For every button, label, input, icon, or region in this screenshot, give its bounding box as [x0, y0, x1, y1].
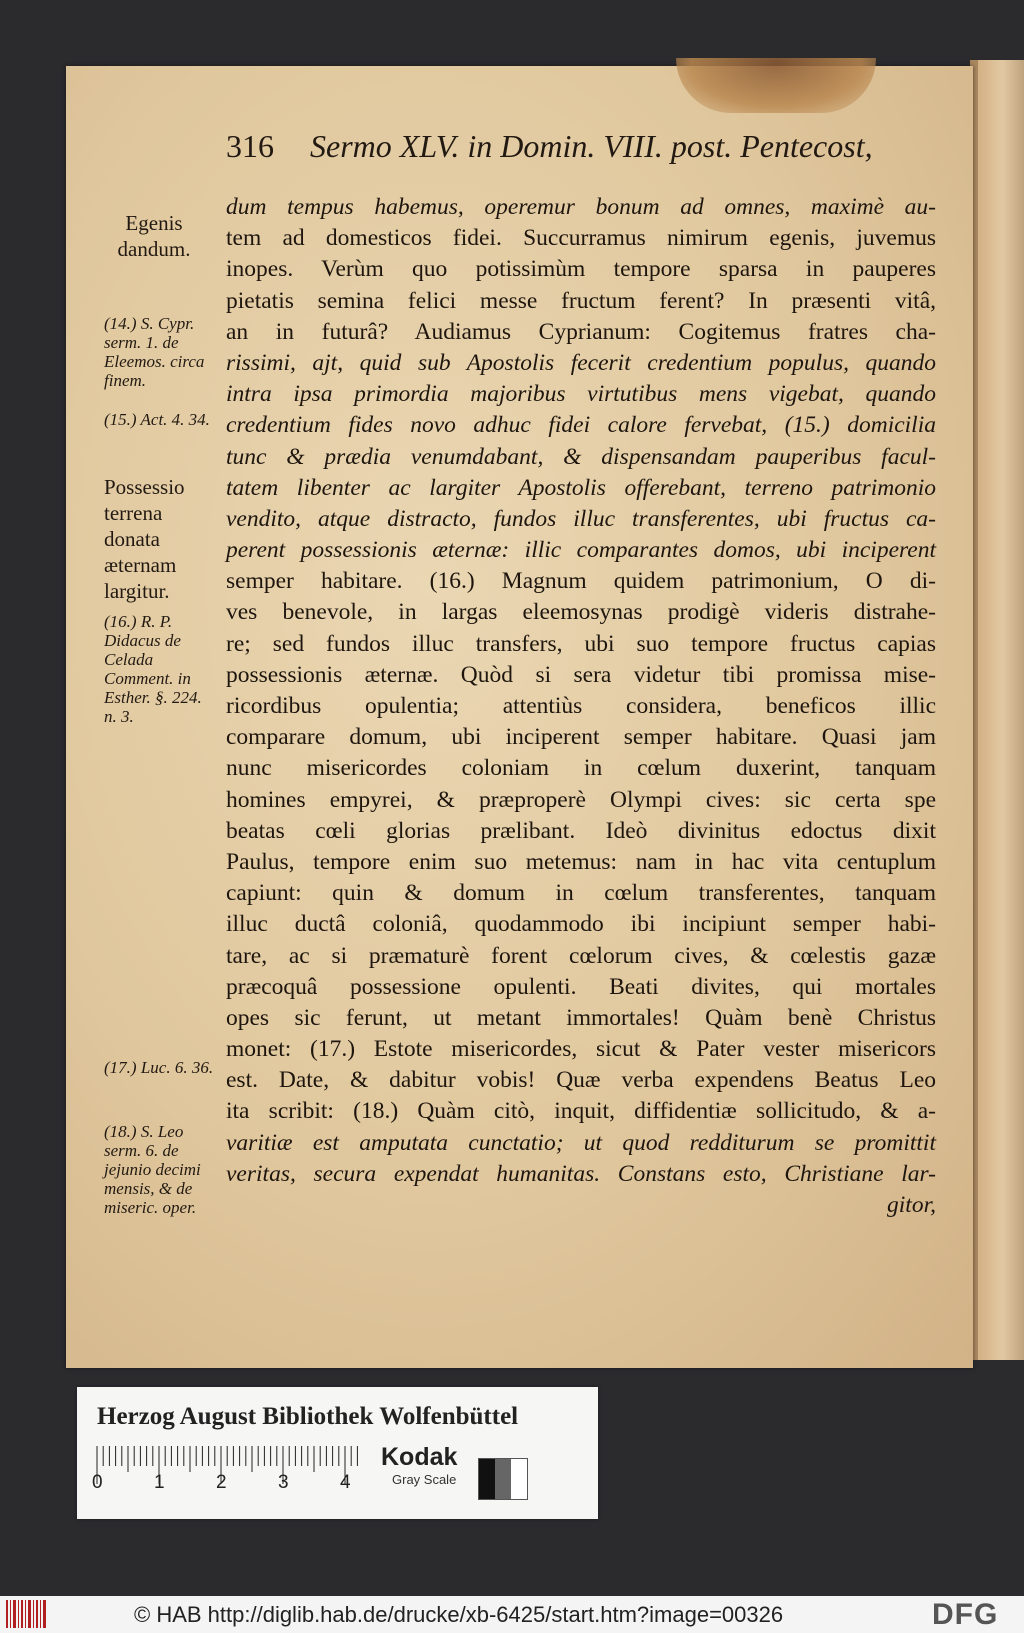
kodak-logo: Kodak — [381, 1443, 458, 1471]
page-number: 316 — [226, 128, 274, 164]
body-line: beatas cœli glorias prælibant. Ideò divinitus edoctus dixit — [226, 817, 936, 844]
footer-bar — [0, 1596, 1024, 1633]
body-line: dum tempus habemus, operemur bonum ad omnes, maximè au- — [226, 194, 936, 220]
ruler-label: 4 — [340, 1472, 351, 1493]
page-stain — [676, 58, 876, 113]
body-text — [226, 192, 936, 1221]
body-line: comparare domum, ubi inciperent semper habitare. Quasi jam — [226, 724, 936, 751]
ruler-label: 3 — [278, 1472, 289, 1493]
margin-note-18: (18.) S. Leo serm. 6. de jejunio decimi mensis, & de miseric. oper. — [104, 1122, 201, 1217]
body-line: tunc & prædia venumdabant, & dispensandam pauperibus facul- — [226, 443, 936, 470]
ruler-label: 1 — [154, 1472, 165, 1493]
library-name: Herzog August Bibliothek Wolfenbüttel — [97, 1403, 519, 1430]
body-line: Paulus, tempore enim suo metemus: nam in hac vita centuplum — [226, 848, 936, 875]
body-line: præcoquâ possessione opulenti. Beati divites, qui mortales — [226, 973, 936, 1000]
running-title: Sermo XLV. in Domin. VIII. post. Pentecost, — [310, 128, 873, 164]
body-line: homines empyrei, & præproperè Olympi cives: sic certa spe — [226, 786, 936, 813]
body-line: veritas, secura expendat humanitas. Constans esto, Christiane lar- — [226, 1160, 936, 1187]
body-line: credentium fides novo adhuc fidei calore fervebat, (15.) domicilia — [226, 412, 936, 439]
page-header — [226, 128, 946, 174]
body-line: tem ad domesticos fidei. Succurramus nimirum egenis, juvemus — [226, 225, 936, 252]
gray-scale-label: Gray Scale — [392, 1472, 457, 1487]
body-line: tatem libenter ac largiter Apostolis offerebant, terreno patrimonio — [226, 474, 936, 501]
margin-note-14: (14.) S. Cypr. serm. 1. de Eleemos. circa finem. — [104, 314, 205, 390]
margin-note-15: (15.) Act. 4. 34. — [104, 410, 210, 429]
body-line: opes sic ferunt, ut metant immortales! Quàm benè Christus — [226, 1004, 936, 1031]
body-line: re; sed fundos illuc transfers, ubi suo tempore fructus capias — [226, 630, 936, 657]
gray-scale-swatch — [478, 1458, 528, 1500]
body-line: illuc ductâ coloniâ, quodammodo ibi incipiunt semper habi- — [226, 911, 936, 938]
body-line: intra ipsa primordia majoribus virtutibus mens vigebat, quando — [226, 381, 936, 408]
body-line: tare, ac si præmaturè forent cœlorum cives, & cœlestis gazæ — [226, 942, 936, 969]
ruler-label: 0 — [92, 1472, 103, 1493]
catchword: gitor, — [887, 1192, 936, 1218]
body-line: nunc misericordes coloniam in cœlum duxerint, tanquam — [226, 755, 936, 782]
library-card — [77, 1387, 598, 1519]
margin-note-possessio: Possessio terrena donata æternam largitur. — [104, 475, 185, 603]
body-line: inopes. Verùm quo potissimùm tempore sparsa in pauperes — [226, 256, 936, 283]
body-line: ricordibus opulentia; attentiùs considera, beneficos illic — [226, 693, 936, 719]
body-line: capiunt: quin & domum in cœlum transferentes, tanquam — [226, 880, 936, 907]
ruler-label: 2 — [216, 1472, 227, 1493]
body-line: perent possessionis æternæ: illic comparantes domos, ubi inciperent — [226, 537, 936, 564]
body-line: an in futurâ? Audiamus Cyprianum: Cogitemus fratres cha- — [226, 318, 936, 345]
footer-url-text: © HAB http://diglib.hab.de/drucke/xb-6425/start.htm?image=00326 — [134, 1602, 784, 1627]
body-line: pietatis semina felici messe fructum ferent? In præsenti vitâ, — [226, 287, 936, 314]
margin-note-17: (17.) Luc. 6. 36. — [104, 1058, 214, 1077]
body-line: rissimi, ajt, quid sub Apostolis fecerit credentium populus, quando — [226, 349, 936, 376]
body-line: est. Date, & dabitur vobis! Quæ verba expendens Beatus Leo — [226, 1067, 936, 1094]
barcode-icon — [6, 1600, 48, 1628]
dfg-logo: DFG — [932, 1598, 999, 1631]
body-line: monet: (17.) Estote misericordes, sicut & Pater vester misericors — [226, 1036, 936, 1063]
margin-note-16: (16.) R. P. Didacus de Celada Comment. in Esther. §. 224. n. 3. — [104, 612, 202, 726]
body-line: possessionis æternæ. Quòd si sera videtur tibi promissa mise- — [226, 661, 936, 688]
body-line: varitiæ est amputata cunctatio; ut quod redditurum se promittit — [226, 1129, 936, 1156]
margin-note-egenis: Egenis dandum. — [117, 211, 191, 261]
body-line: vendito, atque distracto, fundos illuc transferentes, ubi fructus ca- — [226, 505, 936, 532]
body-line: ita scribit: (18.) Quàm citò, inquit, diffidentiæ sollicitudo, & a- — [226, 1098, 936, 1125]
adjacent-page-edge — [970, 60, 1024, 1360]
body-line: semper habitare. (16.) Magnum quidem patrimonium, O di- — [226, 568, 936, 595]
body-line: ves benevole, in largas eleemosynas prodigè videris distrahe- — [226, 599, 936, 626]
